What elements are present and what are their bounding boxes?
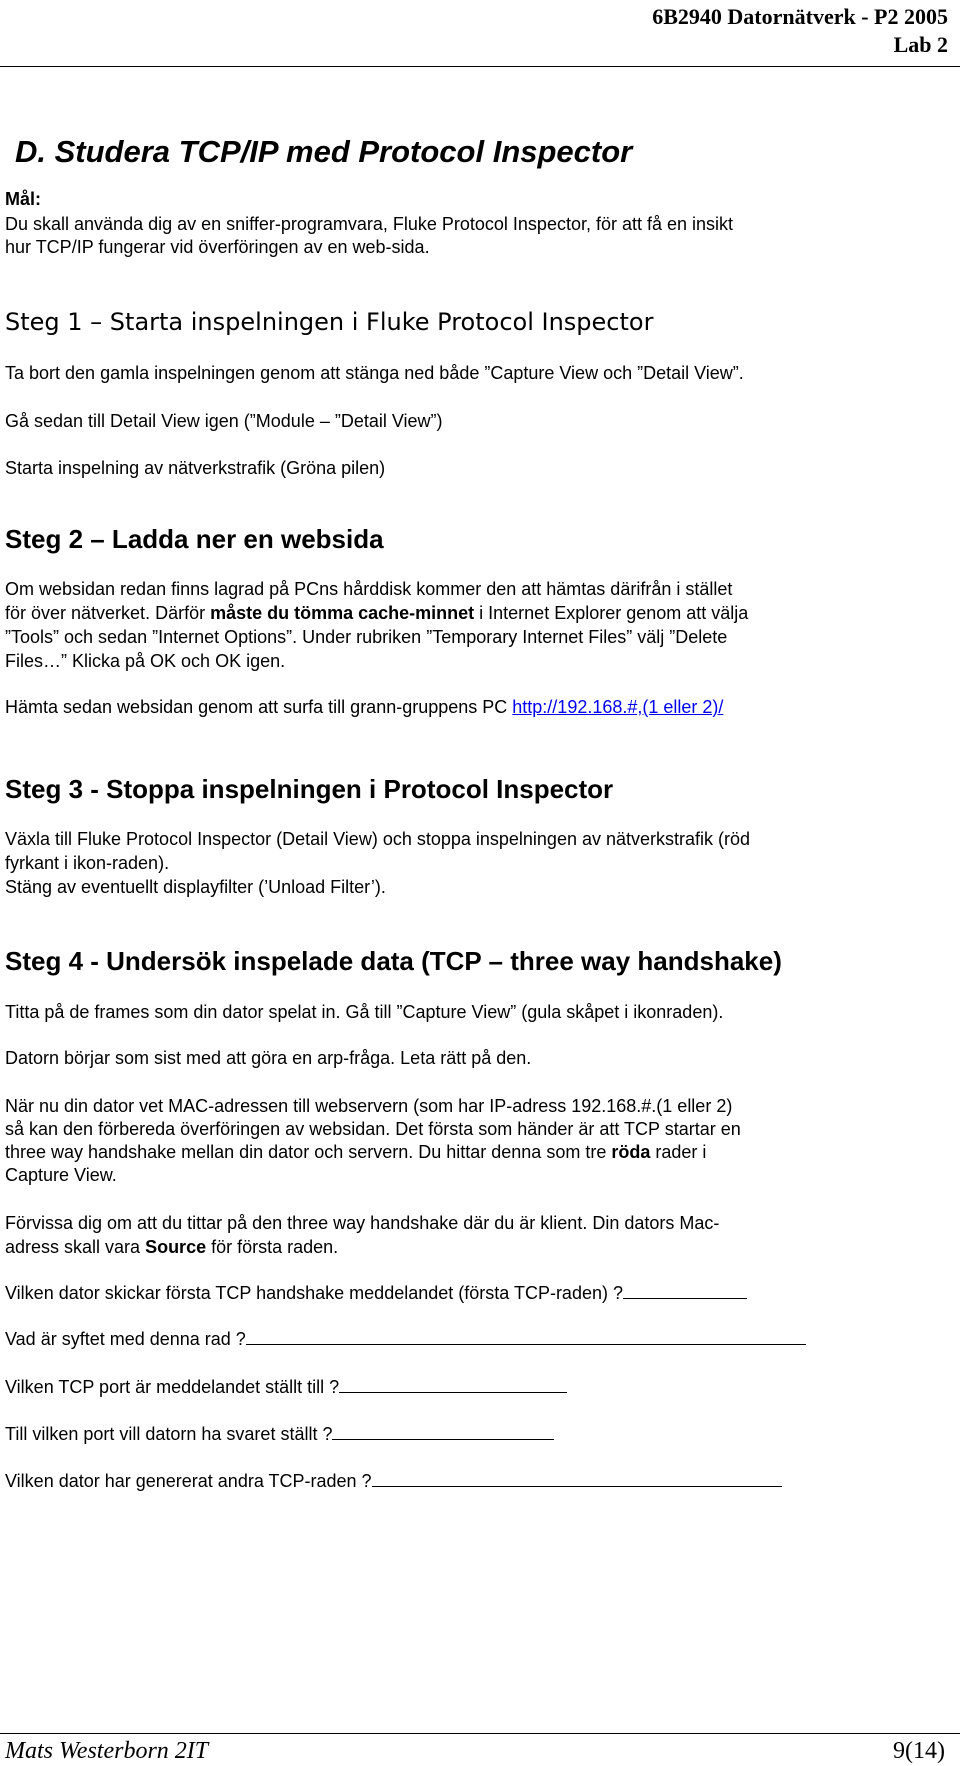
- step4-heading: Steg 4 - Undersök inspelade data (TCP – three way handshake): [5, 946, 782, 976]
- header-rule: [0, 66, 960, 67]
- question-1: Vilken dator skickar första TCP handshake meddelandet (första TCP-raden) ?: [5, 1280, 940, 1306]
- answer-blank-1[interactable]: [623, 1280, 747, 1299]
- step3-line-2: fyrkant i ikon-raden).: [5, 853, 170, 873]
- neighbor-pc-link[interactable]: http://192.168.#,(1 eller 2)/: [512, 697, 724, 717]
- goal-line-2: hur TCP/IP fungerar vid överföringen av en web-sida.: [5, 237, 430, 257]
- step1-text-1: Ta bort den gamla inspelningen genom att stänga ned både ”Capture View och ”Detail View”.: [5, 363, 744, 383]
- step1-heading: Steg 1 – Starta inspelningen i Fluke Protocol Inspector: [5, 308, 654, 336]
- step4-p3-line-3: three way handshake mellan din dator och servern. Du hittar denna som tre röda rader i: [5, 1142, 707, 1162]
- step2-heading: Steg 2 – Ladda ner en websida: [5, 524, 384, 554]
- step3-heading: Steg 3 - Stoppa inspelningen i Protocol Inspector: [5, 774, 614, 804]
- footer-page-number: 9(14): [893, 1738, 945, 1764]
- step1-text-3: Starta inspelning av nätverkstrafik (Gröna pilen): [5, 458, 386, 478]
- step4-p4-line-2: adress skall vara Source för första raden.: [5, 1237, 339, 1257]
- step4-text-2: Datorn börjar som sist med att göra en arp-fråga. Leta rätt på den.: [5, 1048, 532, 1068]
- header-lab: Lab 2: [893, 32, 948, 57]
- step2-line-1: Om websidan redan finns lagrad på PCns hårddisk kommer den att hämtas därifrån i stället: [5, 579, 733, 599]
- header-course: 6B2940 Datornätverk - P2 2005: [652, 4, 948, 29]
- answer-blank-5[interactable]: [372, 1468, 782, 1487]
- source-emphasis: Source: [145, 1237, 207, 1257]
- step3-line-1: Växla till Fluke Protocol Inspector (Detail View) och stoppa inspelningen av nätverkstrafik (röd: [5, 829, 751, 849]
- section-title: D. Studera TCP/IP med Protocol Inspector: [15, 134, 633, 169]
- step2-line-4: Files…” Klicka på OK och OK igen.: [5, 651, 286, 671]
- step4-p4-line-1: Förvissa dig om att du tittar på den three way handshake där du är klient. Din dators Mac-: [5, 1213, 720, 1233]
- goal-label: Mål:: [5, 189, 41, 209]
- step2-line-2: för över nätverket. Därför måste du tömma cache-minnet i Internet Explorer genom att välja: [5, 603, 749, 623]
- question-3: Vilken TCP port är meddelandet ställt till ?: [5, 1374, 940, 1400]
- question-2: Vad är syftet med denna rad ?: [5, 1326, 940, 1352]
- footer-rule: [0, 1733, 960, 1734]
- step2-line-3: ”Tools” och sedan ”Internet Options”. Under rubriken ”Temporary Internet Files” välj ”Delete: [5, 627, 728, 647]
- answer-blank-4[interactable]: [332, 1421, 554, 1440]
- step3-line-3: Stäng av eventuellt displayfilter (’Unload Filter’).: [5, 877, 386, 897]
- red-emphasis: röda: [611, 1142, 651, 1162]
- step4-text-1: Titta på de frames som din dator spelat in. Gå till ”Capture View” (gula skåpet i ikonraden).: [5, 1002, 724, 1022]
- step4-p3-line-4: Capture View.: [5, 1165, 117, 1185]
- cache-emphasis: måste du tömma cache-minnet: [210, 603, 475, 623]
- answer-blank-3[interactable]: [339, 1374, 567, 1393]
- step2-fetch: Hämta sedan websidan genom att surfa till grann-gruppens PC http://192.168.#,(1 eller 2)/: [5, 697, 724, 717]
- goal-line-1: Du skall använda dig av en sniffer-programvara, Fluke Protocol Inspector, för att få en insikt: [5, 214, 734, 234]
- question-4: Till vilken port vill datorn ha svaret ställt ?: [5, 1421, 940, 1447]
- step1-text-2: Gå sedan till Detail View igen (”Module – ”Detail View”): [5, 411, 443, 431]
- answer-blank-2[interactable]: [246, 1326, 806, 1345]
- footer-author: Mats Westerborn 2IT: [5, 1738, 209, 1764]
- step4-p3-line-2: så kan den förbereda överföringen av websidan. Det första som händer är att TCP startar en: [5, 1119, 741, 1139]
- step4-p3-line-1: När nu din dator vet MAC-adressen till webservern (som har IP-adress 192.168.#.(1 eller 2): [5, 1096, 733, 1116]
- question-5: Vilken dator har genererat andra TCP-raden ?: [5, 1468, 940, 1494]
